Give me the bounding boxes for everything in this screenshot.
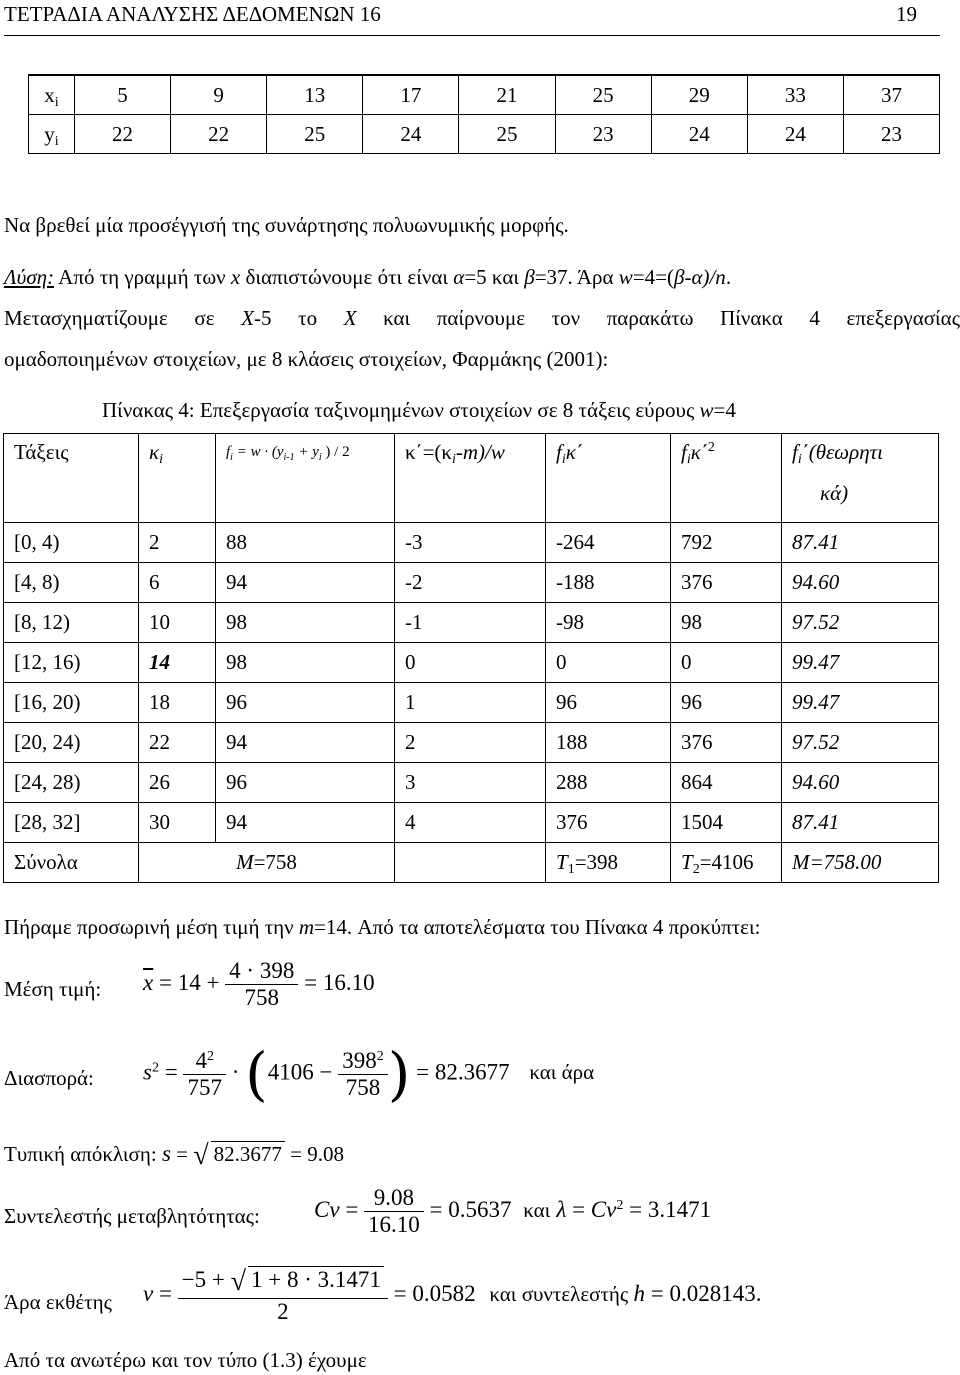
cell-k: 2 (139, 523, 216, 563)
cell-class: [12, 16) (4, 643, 139, 683)
y-cell: 24 (363, 115, 459, 154)
cell-theoretical: 94.60 (782, 763, 939, 803)
header-title: ΤΕΤΡΑΔΙΑ ΑΝΑΛΥΣΗΣ ΔΕΔΟΜΕΝΩΝ 16 (4, 2, 381, 26)
x-cell: 13 (267, 75, 363, 115)
cell-f: 96 (216, 763, 395, 803)
y-cell: 25 (267, 115, 363, 154)
problem-statement: Να βρεθεί μία προσέγγισή της συνάρτησης πολυωνυμικής μορφής. (4, 213, 569, 237)
cell-class: [28, 32] (4, 803, 139, 843)
y-cell: 23 (843, 115, 939, 154)
cell-f: 96 (216, 683, 395, 723)
transform-line-1: Μετασχηματίζουμε σε X-5 το X και παίρνουμε τον παρακάτω Πίνακα 4 επεξεργασίας (4, 306, 960, 330)
totals-row (4, 843, 939, 883)
table-row (4, 603, 939, 643)
provisional-mean-line: Πήραμε προσωρινή μέση τιμή την m=14. Από τα αποτελέσματα του Πίνακα 4 προκύπτει: (4, 915, 761, 939)
data-table (28, 74, 940, 154)
header-fk2: $f_i\kappa΄^2$ (671, 434, 782, 523)
cell-k: 30 (139, 803, 216, 843)
y-cell: 24 (747, 115, 843, 154)
totals-M: M=758 (139, 843, 395, 883)
cell-f: 94 (216, 563, 395, 603)
cell-fk2: 376 (671, 723, 782, 763)
cell-fk2: 98 (671, 603, 782, 643)
totals-T1: $T_1=398$ (546, 843, 671, 883)
cell-k: 6 (139, 563, 216, 603)
solution-label: Λύση: (4, 265, 55, 289)
solution-line: Λύση: Από τη γραμμή των x διαπιστώνουμε ότι είναι α=5 και β=37. Άρα w=4=(β-α)/n. (4, 265, 732, 289)
y-cell: 22 (171, 115, 267, 154)
cell-class: [0, 4) (4, 523, 139, 563)
cell-f: 98 (216, 603, 395, 643)
cell-kprime: -3 (395, 523, 546, 563)
cell-k: 22 (139, 723, 216, 763)
y-cell: 23 (555, 115, 651, 154)
cell-kprime: -1 (395, 603, 546, 643)
cell-kprime: 1 (395, 683, 546, 723)
header-fk: $f_i\kappa΄$ (546, 434, 671, 523)
cell-theoretical: 94.60 (782, 563, 939, 603)
cell-fk: 288 (546, 763, 671, 803)
mean-label: Μέση τιμή: (4, 977, 102, 1001)
cell-fk2: 0 (671, 643, 782, 683)
cell-kprime: 2 (395, 723, 546, 763)
x-cell: 17 (363, 75, 459, 115)
cell-fk: 376 (546, 803, 671, 843)
variance-formula: $s^2$ = $\frac{4^2}{757}$ · (4106 − $\frac{398^2}{758}$ ) = 82.3677 και άρα (143, 1040, 595, 1108)
table-caption: Πίνακας 4: Επεξεργασία ταξινομημένων στοιχείων σε 8 τάξεις εύρους w=4 (102, 398, 736, 422)
totals-empty (395, 843, 546, 883)
cell-theoretical: 97.52 (782, 723, 939, 763)
cell-class: [4, 8) (4, 563, 139, 603)
cell-f: 98 (216, 643, 395, 683)
cell-fk: -264 (546, 523, 671, 563)
x-label: $x_i$ (29, 75, 75, 115)
cell-theoretical: 87.41 (782, 523, 939, 563)
exponent-label: Άρα εκθέτης (4, 1290, 112, 1314)
table-row (4, 563, 939, 603)
y-cell: 22 (75, 115, 171, 154)
cell-kprime: 0 (395, 643, 546, 683)
cell-fk2: 1504 (671, 803, 782, 843)
table-row (4, 643, 939, 683)
x-cell: 9 (171, 75, 267, 115)
totals-T2: $T_2=4106$ (671, 843, 782, 883)
cell-theoretical: 87.41 (782, 803, 939, 843)
running-header (4, 2, 381, 27)
exponent-formula: ν = $\frac{-5 + √ 1 + 8 \cdot 3.1471}{2}$ = 0.0582 και συντελεστής h = 0.028143. (143, 1266, 762, 1324)
cell-k: 18 (139, 683, 216, 723)
cell-theoretical: 99.47 (782, 683, 939, 723)
mean-formula: $\overline{x} = 14$ + $\frac{4 \cdot 398}{758}$ = 16.10 (143, 958, 375, 1010)
x-row (29, 75, 940, 115)
table-header-row (4, 434, 939, 523)
closing-line: Από τα ανωτέρω και τον τύπο (1.3) έχουμε (4, 1348, 367, 1372)
cell-theoretical: 97.52 (782, 603, 939, 643)
cell-class: [8, 12) (4, 603, 139, 643)
y-cell: 24 (651, 115, 747, 154)
cell-fk2: 792 (671, 523, 782, 563)
cell-kprime: 3 (395, 763, 546, 803)
header-classes: Τάξεις (4, 434, 139, 523)
x-cell: 37 (843, 75, 939, 115)
cell-kprime: -2 (395, 563, 546, 603)
table-row (4, 683, 939, 723)
processing-table (3, 433, 939, 883)
mean-fraction: $\frac{4 \cdot 398}{758}$ (225, 958, 298, 1011)
cell-class: [16, 20) (4, 683, 139, 723)
page-number: 19 (896, 2, 917, 26)
cell-f: 88 (216, 523, 395, 563)
cell-theoretical: 99.47 (782, 643, 939, 683)
cell-fk2: 864 (671, 763, 782, 803)
table-row (4, 803, 939, 843)
cell-k: 26 (139, 763, 216, 803)
header-f-formula: $f_i = w \cdot (y_{i-1} + y_i$ ) / 2 (216, 434, 395, 523)
stddev-line: Τυπική απόκλιση: s = √ 82.3677 = 9.08 (4, 1140, 344, 1171)
cell-class: [20, 24) (4, 723, 139, 763)
cell-f: 94 (216, 723, 395, 763)
cell-k-origin: 14 (139, 643, 216, 683)
cell-fk2: 96 (671, 683, 782, 723)
y-label: $y_i$ (29, 115, 75, 154)
y-cell: 25 (459, 115, 555, 154)
transform-line-2: ομαδοποιημένων στοιχείων, με 8 κλάσεις στοιχείων, Φαρμάκης (2001): (4, 347, 609, 371)
table-row (4, 523, 939, 563)
cv-formula: Cv = $\frac{9.08}{16.10}$ = 0.5637 και $\lambda = Cv^2 = 3.1471$ (314, 1185, 712, 1237)
x-cell: 5 (75, 75, 171, 115)
cell-fk: -188 (546, 563, 671, 603)
cell-fk: 188 (546, 723, 671, 763)
header-rule (4, 35, 940, 36)
header-theoretical: $f_i΄(\theta\varepsilon\omega\rho\eta\tau\iota$ κά) (782, 434, 939, 523)
x-cell: 33 (747, 75, 843, 115)
y-row (29, 115, 940, 154)
x-cell: 21 (459, 75, 555, 115)
cv-label: Συντελεστής μεταβλητότητας: (4, 1204, 260, 1228)
totals-M-theoretical: M=758.00 (782, 843, 939, 883)
cell-k: 10 (139, 603, 216, 643)
cell-f: 94 (216, 803, 395, 843)
header-k: $\kappa_i$ (139, 434, 216, 523)
header-kprime: $\kappa΄=(\kappa_i-m)/w$ (395, 434, 546, 523)
cell-fk: 0 (546, 643, 671, 683)
x-cell: 29 (651, 75, 747, 115)
cell-kprime: 4 (395, 803, 546, 843)
cell-class: [24, 28) (4, 763, 139, 803)
table-row (4, 763, 939, 803)
x-cell: 25 (555, 75, 651, 115)
table-row (4, 723, 939, 763)
cell-fk2: 376 (671, 563, 782, 603)
cell-fk: 96 (546, 683, 671, 723)
cell-fk: -98 (546, 603, 671, 643)
variance-label: Διασπορά: (4, 1066, 94, 1090)
totals-label: Σύνολα (4, 843, 139, 883)
